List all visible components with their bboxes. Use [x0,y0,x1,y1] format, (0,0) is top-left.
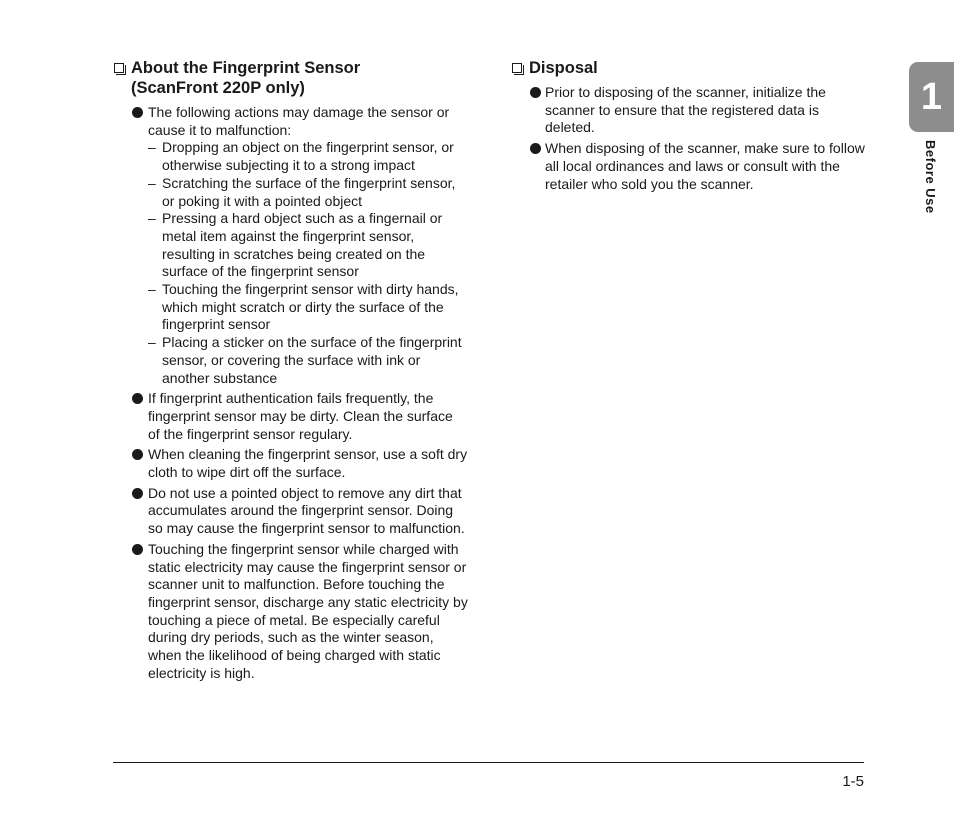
heading-disposal: Disposal [529,59,598,77]
bullet-list-disposal [511,84,866,193]
section-heading-disposal [511,58,866,78]
dash-marker: – [148,334,156,351]
bullet-text: If fingerprint authentication fails frequently, the fingerprint sensor may be dirty. Clean the surface of the fingerprint sensor regulary. [148,390,453,442]
sub-item-text: Scratching the surface of the fingerprint sensor, or poking it with a pointed object [162,174,456,209]
sub-item [148,281,468,334]
chapter-tab [909,62,954,132]
sub-item [148,175,468,210]
left-column [113,58,468,686]
chapter-label: Before Use [923,140,938,214]
dash-marker: – [148,139,156,156]
heading-line-1: About the Fingerprint Sensor [131,59,361,77]
bullet-item [113,541,468,683]
bullet-text: Touching the fingerprint sensor while charged with static electricity may cause the fingerprint sensor or scanner unit to malfunction. Before touching the fingerprint sensor, discharge any static electricity by touching a piece of metal. Be especially careful during dry periods, such as the winter season, when the likelihood of being charged with static electricity is high. [148,540,468,681]
sub-item [148,334,468,387]
sub-item-text: Touching the fingerprint sensor with dirty hands, which might scratch or dirty the surface of the fingerprint sensor [162,281,459,333]
footer-divider [113,762,864,763]
bullet-icon [132,449,143,460]
checkbox-icon [114,63,124,73]
dash-marker: – [148,174,156,191]
bullet-item [113,104,468,387]
bullet-text: Prior to disposing of the scanner, initialize the scanner to ensure that the registered data is deleted. [545,84,826,136]
page-number: 1-5 [842,773,864,790]
bullet-icon [132,488,143,499]
bullet-list-fingerprint [113,104,468,683]
bullet-text: Do not use a pointed object to remove any dirt that accumulates around the fingerprint sensor. Doing so may cause the fingerprint sensor to malfunction. [148,484,465,537]
sub-item-text: Placing a sticker on the surface of the fingerprint sensor, or covering the surface with ink or another substance [162,334,462,386]
sub-list [148,139,468,387]
sub-item [148,139,468,174]
bullet-item [511,140,866,193]
dash-marker: – [148,210,156,227]
bullet-text: When disposing of the scanner, make sure to follow all local ordinances and laws or consult with the retailer who sold you the scanner. [545,140,865,192]
bullet-icon [530,143,541,154]
bullet-icon [530,87,541,98]
sub-item [148,210,468,281]
section-heading-fingerprint [113,58,468,98]
checkbox-icon [512,63,522,73]
bullet-text: When cleaning the fingerprint sensor, use a soft dry cloth to wipe dirt off the surface. [148,446,468,481]
right-column [511,58,866,196]
chapter-number: 1 [920,76,943,118]
sub-item-text: Dropping an object on the fingerprint sensor, or otherwise subjecting it to a strong impact [162,139,454,174]
bullet-item [113,390,468,443]
bullet-icon [132,393,143,404]
bullet-icon [132,544,143,555]
bullet-item [113,446,468,481]
bullet-item [511,84,866,137]
bullet-icon [132,107,143,118]
dash-marker: – [148,281,156,298]
heading-line-2: (ScanFront 220P only) [131,79,305,97]
bullet-text: The following actions may damage the sensor or cause it to malfunction: [148,104,450,138]
sub-item-text: Pressing a hard object such as a fingernail or metal item against the fingerprint sensor, resulting in scratches being created on the surface of the fingerprint sensor [162,210,443,280]
bullet-item [113,485,468,538]
